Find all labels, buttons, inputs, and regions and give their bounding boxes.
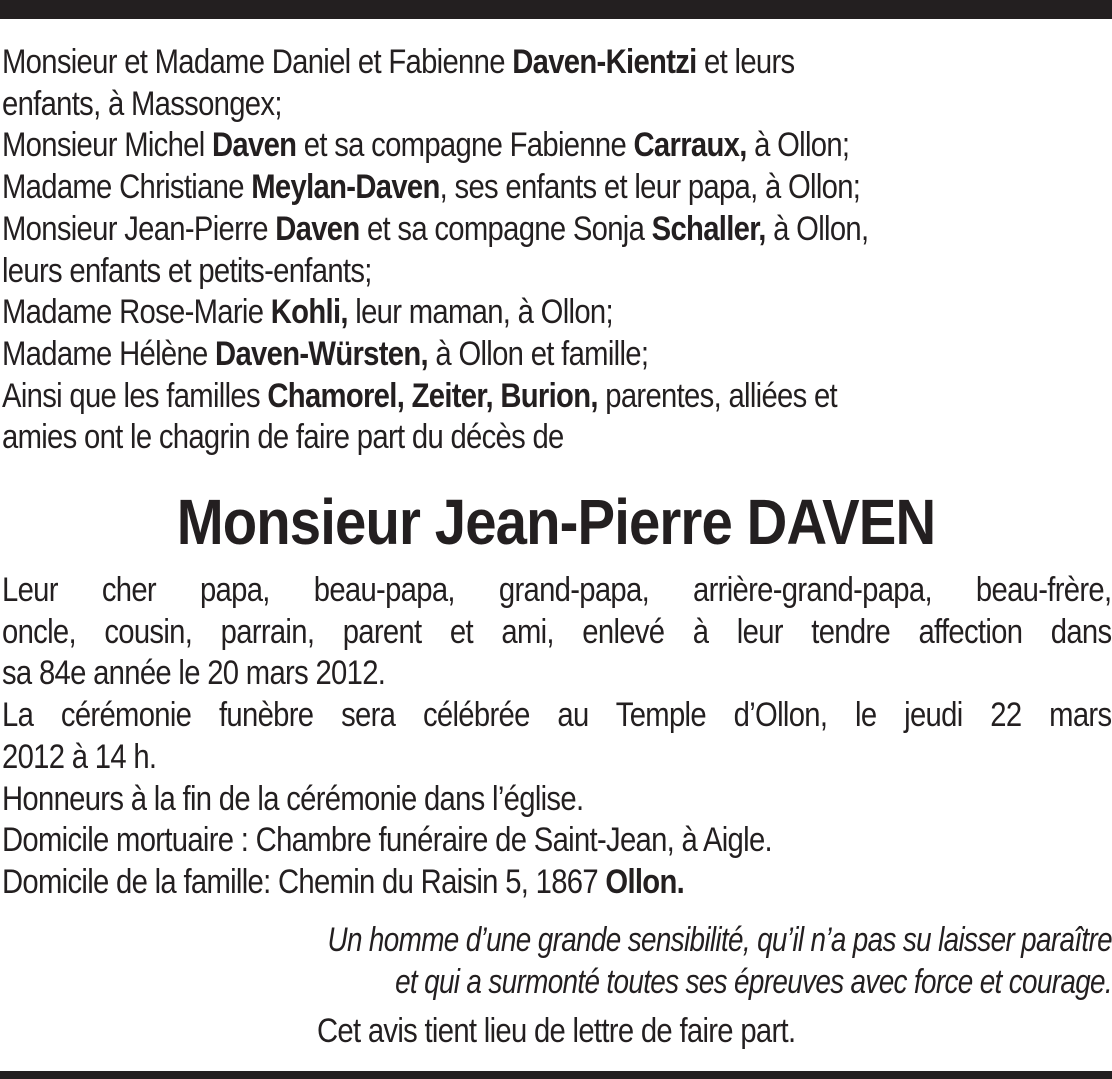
quote-line: Un homme d’une grande sensibilité, qu’il n’a pas su laisser paraître (327, 921, 1112, 959)
family-line (2, 251, 1103, 293)
family-text: à Ollon, (765, 209, 869, 248)
top-rule (0, 0, 1112, 19)
family-text: Ainsi que les familles (2, 376, 268, 415)
details-line: 2012 à 14 h. (2, 737, 157, 776)
family-text: Monsieur Jean-Pierre (2, 209, 276, 248)
family-text: et sa compagne Fabienne (296, 126, 634, 165)
family-surname: Daven-Kientzi (512, 43, 697, 81)
family-line (2, 376, 1103, 418)
notice-note: Cet avis tient lieu de lettre de faire part. (316, 1012, 796, 1050)
details-line: oncle, cousin, parrain, parent et ami, enlevé à leur tendre affection dans (2, 612, 1112, 651)
details-line: Domicile mortuaire : Chambre funéraire de Saint-Jean, à Aigle. (2, 821, 772, 860)
family-surname: Chamorel, Zeiter, Burion, (267, 376, 598, 415)
details-line: Honneurs à la fin de la cérémonie dans l’église. (2, 779, 584, 818)
quote-line: et qui a surmonté toutes ses épreuves avec force et courage. (395, 962, 1112, 1001)
family-surname: Daven (212, 126, 297, 165)
family-text: leurs enfants et petits-enfants; (2, 251, 372, 290)
family-text: et leurs (696, 43, 795, 81)
family-surname: Daven-Würsten, (215, 334, 428, 373)
family-address: Domicile de la famille: Chemin du Raisin 5, 1867 (2, 862, 606, 901)
family-text: à Ollon; (746, 126, 850, 165)
obituary-details (2, 570, 1112, 904)
family-text: Madame Christiane (2, 168, 252, 207)
family-text: Monsieur et Madame Daniel et Fabienne (2, 43, 513, 81)
family-list (2, 42, 1103, 459)
family-line (2, 334, 1103, 376)
memorial-quote (0, 920, 1112, 1003)
family-text: Madame Hélène (2, 334, 216, 373)
family-line (2, 417, 1103, 459)
family-surname: Carraux, (633, 126, 747, 165)
family-line (2, 84, 1103, 126)
family-surname: Schaller, (651, 209, 766, 248)
deceased-name: Monsieur Jean-Pierre DAVEN (176, 486, 936, 558)
family-text: à Ollon et famille; (427, 334, 649, 373)
family-line (2, 42, 1103, 84)
bottom-rule (0, 1071, 1112, 1079)
family-surname: Meylan-Daven (251, 168, 440, 207)
family-text: amies ont le chagrin de faire part du décès de (2, 418, 564, 457)
details-line: Leur cher papa, beau-papa, grand-papa, arrière-grand-papa, beau-frère, (2, 571, 1112, 609)
family-town: Ollon. (605, 862, 685, 901)
family-text: enfants, à Massongex; (2, 84, 282, 123)
family-text: leur maman, à Ollon; (347, 293, 613, 332)
family-surname: Kohli, (270, 293, 348, 332)
details-line: La cérémonie funèbre sera célébrée au Temple d’Ollon, le jeudi 22 mars (2, 696, 1112, 735)
family-text: , ses enfants et leur papa, à Ollon; (439, 168, 861, 207)
family-text: Monsieur Michel (2, 126, 213, 165)
family-line (2, 125, 1103, 167)
family-line (2, 292, 1103, 334)
family-line (2, 167, 1103, 209)
details-line (2, 862, 1103, 904)
family-text: Madame Rose-Marie (2, 293, 271, 332)
family-text: et sa compagne Sonja (359, 209, 652, 248)
family-text: parentes, alliées et (597, 376, 837, 415)
family-surname: Daven (275, 209, 360, 248)
details-line: sa 84e année le 20 mars 2012. (2, 654, 386, 693)
family-line (2, 209, 1103, 251)
